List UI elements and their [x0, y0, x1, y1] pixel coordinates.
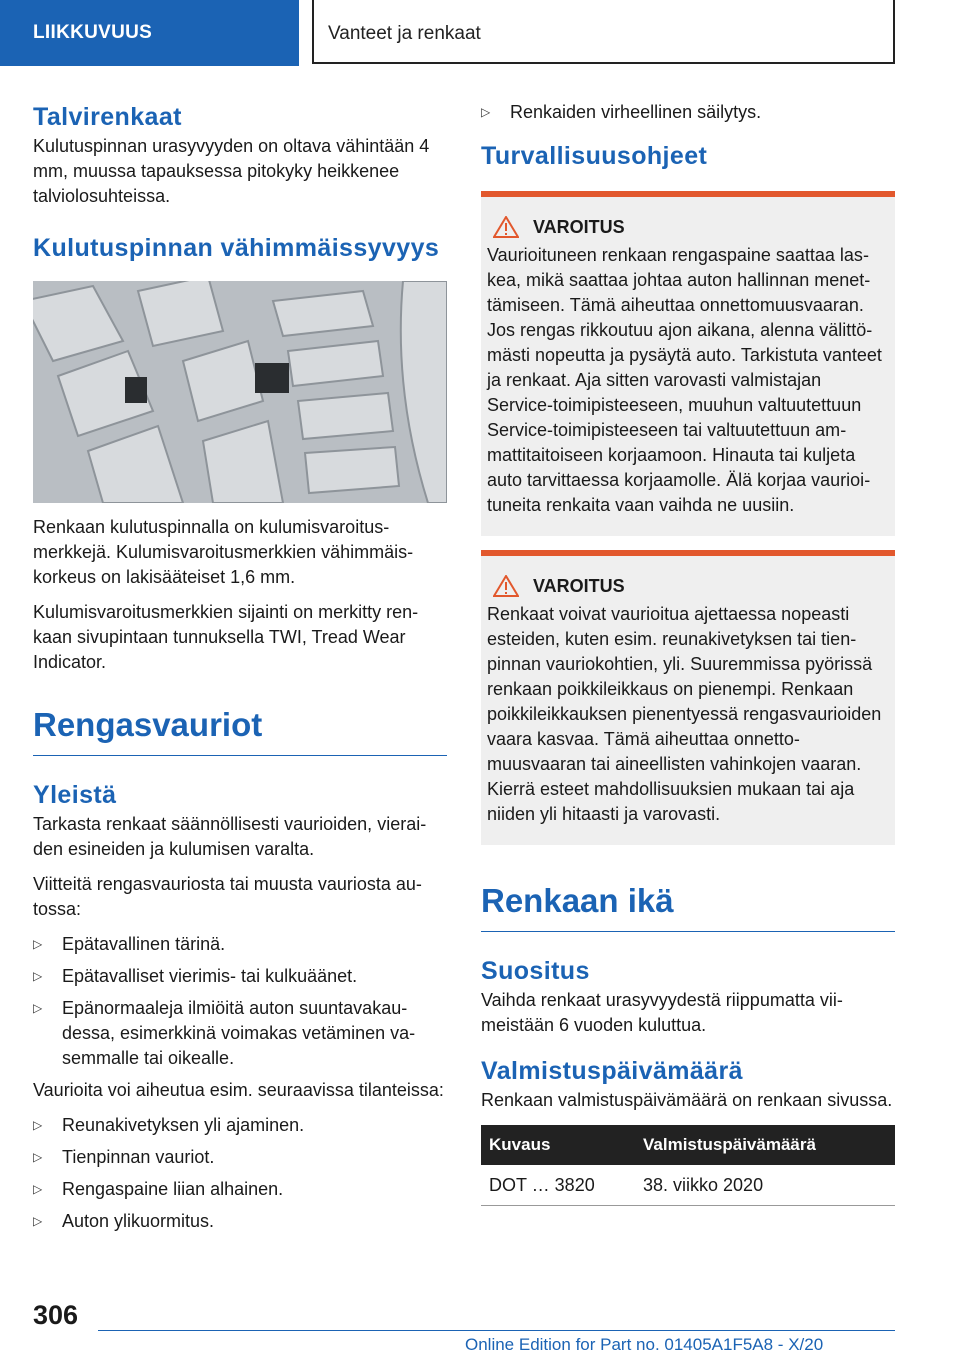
yleista-text-3: Vaurioita voi aiheutua esim. seuraavissa tilanteissa:	[33, 1080, 444, 1100]
heading-renkaan-ika: Renkaan ikä	[481, 879, 895, 932]
table-header-cell: Valmistuspäivämäärä	[635, 1125, 895, 1165]
list-item: ▷ Auton ylikuormitus.	[33, 1209, 447, 1234]
heading-rengasvauriot: Rengasvauriot	[33, 703, 447, 756]
triangle-right-icon: ▷	[33, 1182, 43, 1196]
heading-yleista: Yleistä	[33, 781, 117, 809]
tire-tread-illustration	[33, 281, 447, 503]
yleista-text-1: Tarkasta renkaat säännöllisesti vaurioiden, vieraiden esineiden ja kulumisen varalta.	[33, 814, 427, 859]
triangle-right-icon: ▷	[33, 1118, 43, 1132]
list-item: ▷ Renkaiden virheellinen säilytys.	[481, 100, 895, 125]
triangle-right-icon: ▷	[33, 1001, 43, 1015]
list-item: ▷ Epänormaaleja ilmiöitä auton suuntavakaudessa, esimerkkinä voimakas vetäminen vasemmalle tai oikealle.	[33, 998, 416, 1068]
table-row	[481, 1165, 895, 1206]
triangle-right-icon: ▷	[33, 937, 43, 951]
table-header-cell: Kuvaus	[481, 1125, 635, 1165]
heading-min-depth: Kulutuspinnan vähimmäissyvyys	[33, 234, 440, 262]
warning-text-2: Renkaat voivat vaurioitua ajettaessa nopeasti esteiden, kuten esim. reunakivetyksen tai tienpinnan vauriokohtien, yli. Suuremmissa pyörissä renkaan poikkileikkaus on pienempi. Renkaan poikkileikkauksen pienentyessä rengasvaurioiden vaara kasvaa. Tämä aiheuttaa onnettomuusvaaran tai aineellisten vahinkojen vaaran. Kierrä esteet mahdollisuuksien mukaan tai aja niiden yli hitaasti ja varovasti.	[487, 604, 882, 824]
triangle-right-icon: ▷	[33, 1150, 43, 1164]
table-header-row	[481, 1125, 895, 1165]
warning-text-1: Vaurioituneen renkaan rengaspaine saattaa laskea, mikä saattaa johtaa auton hallinnan menettämiseen. Tämä aiheuttaa onnettomuusvaaran. Jos rengas rikkoutuu ajon aikana, alenna välittömästi nopeutta ja pysäytä auto. Tarkistuta vanteet ja renkaat. Aja sitten varovasti valmistajan Service-toimipisteeseen, muuhun valtuutettuun Service-toimipisteeseen tai valtuutettuun ammattitaitoiseen korjaamoon. Hinauta tai kuljeta auto tarvittaessa korjaamolle. Älä korjaa vaurioituneita renkaita vaan vaihda ne uusiin.	[487, 245, 882, 515]
table-cell: 38. viikko 2020	[635, 1165, 895, 1206]
list-item: ▷ Epätavalliset vierimis- tai kulkuäänet.	[33, 964, 447, 989]
left-column	[33, 100, 447, 1241]
yleista-text-2: Viitteitä rengasvauriosta tai muusta vauriosta autossa:	[33, 874, 422, 919]
table-cell: DOT … 3820	[481, 1165, 635, 1206]
suositus-text: Vaihda renkaat urasyvyydestä riippumatta viimeistään 6 vuoden kuluttua.	[481, 990, 843, 1035]
list-item: ▷ Rengaspaine liian alhainen.	[33, 1177, 447, 1202]
list-item: ▷ Reunakivetyksen yli ajaminen.	[33, 1113, 447, 1138]
footer-divider	[98, 1330, 895, 1331]
heading-valmistuspaivamaara: Valmistuspäivämäärä	[481, 1057, 743, 1085]
damage-signs-list	[33, 932, 447, 1071]
triangle-right-icon: ▷	[33, 1214, 43, 1228]
warning-title: VAROITUS	[533, 217, 625, 237]
chapter-title: Vanteet ja renkaat	[312, 0, 895, 64]
warning-box-1	[481, 191, 895, 536]
triangle-right-icon: ▷	[481, 105, 491, 119]
warning-box-2	[481, 550, 895, 845]
right-column	[481, 100, 895, 1206]
wear-indicator-small	[125, 377, 147, 403]
valmistus-text: Renkaan valmistuspäivämäärä on renkaan sivussa.	[481, 1090, 893, 1110]
heading-talvirenkaat: Talvirenkaat	[33, 103, 182, 131]
edition-footer: Online Edition for Part no. 01405A1F5A8 - X/20	[465, 1335, 824, 1354]
storage-list	[481, 100, 895, 125]
heading-suositus: Suositus	[481, 957, 590, 985]
min-depth-text-2: Kulumisvaroitusmerkkien sijainti on merkitty renkaan sivupintaan tunnuksella TWI, Tread Wear Indicator.	[33, 602, 419, 672]
list-item: ▷ Epätavallinen tärinä.	[33, 932, 447, 957]
page-number: 306	[33, 1300, 79, 1330]
damage-causes-list	[33, 1113, 447, 1234]
list-item: ▷ Tienpinnan vauriot.	[33, 1145, 447, 1170]
talvirenkaat-text: Kulutuspinnan urasyvyyden on oltava vähintään 4 mm, muussa tapauksessa pitokyky heikkenee talviolosuhteissa.	[33, 136, 430, 206]
section-tab: LIIKKUVUUS	[0, 0, 299, 66]
wear-indicator-large	[255, 363, 289, 393]
manufacture-date-table	[481, 1125, 895, 1206]
min-depth-text-1: Renkaan kulutuspinnalla on kulumisvaroitusmerkkejä. Kulumisvaroitusmerkkien vähimmäiskorkeus on lakisääteiset 1,6 mm.	[33, 517, 414, 587]
triangle-right-icon: ▷	[33, 969, 43, 983]
heading-turvallisuusohjeet: Turvallisuusohjeet	[481, 142, 708, 170]
warning-title: VAROITUS	[533, 576, 625, 596]
warning-triangle-icon	[493, 575, 519, 597]
warning-triangle-icon	[493, 216, 519, 238]
